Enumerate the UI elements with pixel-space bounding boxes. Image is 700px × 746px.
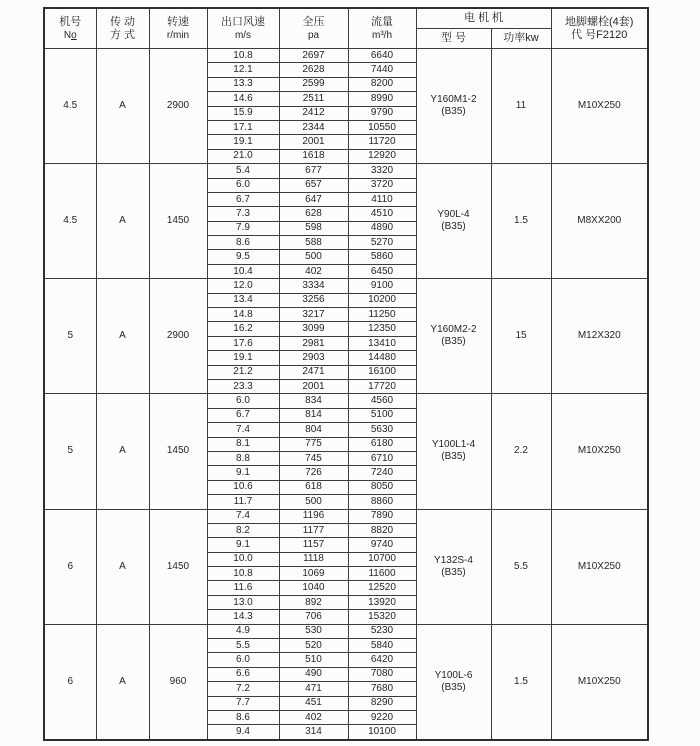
cell-drive-mode: A	[96, 624, 149, 740]
cell-total-pressure: 775	[279, 437, 348, 451]
header-machine-no	[44, 8, 96, 49]
cell-total-pressure: 892	[279, 595, 348, 609]
cell-outlet-velocity: 14.6	[207, 92, 279, 106]
cell-outlet-velocity: 7.4	[207, 423, 279, 437]
header-speed: 转速 r/min	[149, 8, 207, 49]
cell-total-pressure: 3256	[279, 293, 348, 307]
cell-flow-rate: 11600	[348, 567, 416, 581]
cell-speed: 1450	[149, 164, 207, 279]
table-row	[44, 624, 648, 638]
cell-outlet-velocity: 9.4	[207, 725, 279, 740]
cell-outlet-velocity: 6.7	[207, 408, 279, 422]
cell-flow-rate: 10700	[348, 552, 416, 566]
cell-flow-rate: 8990	[348, 92, 416, 106]
cell-flow-rate: 12350	[348, 322, 416, 336]
table-row	[44, 509, 648, 523]
cell-outlet-velocity: 10.8	[207, 567, 279, 581]
cell-flow-rate: 4110	[348, 192, 416, 206]
cell-outlet-velocity: 14.8	[207, 308, 279, 322]
cell-flow-rate: 14480	[348, 351, 416, 365]
cell-total-pressure: 510	[279, 653, 348, 667]
cell-total-pressure: 2001	[279, 379, 348, 393]
cell-outlet-velocity: 14.3	[207, 610, 279, 624]
cell-outlet-velocity: 8.2	[207, 523, 279, 537]
cell-total-pressure: 814	[279, 408, 348, 422]
cell-total-pressure: 314	[279, 725, 348, 740]
header-total-pressure: 全压 pa	[279, 8, 348, 49]
cell-total-pressure: 726	[279, 466, 348, 480]
cell-flow-rate: 4560	[348, 394, 416, 408]
cell-total-pressure: 451	[279, 696, 348, 710]
cell-outlet-velocity: 6.0	[207, 653, 279, 667]
cell-flow-rate: 9220	[348, 710, 416, 724]
cell-flow-rate: 3720	[348, 178, 416, 192]
cell-speed: 1450	[149, 394, 207, 509]
cell-flow-rate: 7440	[348, 63, 416, 77]
cell-total-pressure: 2511	[279, 92, 348, 106]
cell-motor-model: Y160M2-2 (B35)	[416, 279, 491, 394]
cell-total-pressure: 402	[279, 710, 348, 724]
cell-outlet-velocity: 7.3	[207, 207, 279, 221]
cell-anchor-bolt: M12X320	[551, 279, 648, 394]
spec-table	[43, 7, 649, 741]
cell-drive-mode: A	[96, 49, 149, 164]
cell-outlet-velocity: 17.1	[207, 120, 279, 134]
cell-flow-rate: 12520	[348, 581, 416, 595]
cell-flow-rate: 6640	[348, 49, 416, 63]
cell-motor-model: Y90L-4 (B35)	[416, 164, 491, 279]
cell-outlet-velocity: 7.7	[207, 696, 279, 710]
cell-total-pressure: 2001	[279, 135, 348, 149]
cell-outlet-velocity: 13.3	[207, 77, 279, 91]
cell-outlet-velocity: 17.6	[207, 336, 279, 350]
cell-outlet-velocity: 7.2	[207, 682, 279, 696]
cell-flow-rate: 6420	[348, 653, 416, 667]
cell-flow-rate: 9100	[348, 279, 416, 293]
cell-flow-rate: 9740	[348, 538, 416, 552]
cell-flow-rate: 11720	[348, 135, 416, 149]
cell-outlet-velocity: 9.5	[207, 250, 279, 264]
cell-outlet-velocity: 16.2	[207, 322, 279, 336]
cell-outlet-velocity: 7.4	[207, 509, 279, 523]
cell-motor-power: 5.5	[491, 509, 551, 624]
cell-motor-model: Y100L-6 (B35)	[416, 624, 491, 740]
cell-total-pressure: 706	[279, 610, 348, 624]
cell-flow-rate: 7890	[348, 509, 416, 523]
cell-outlet-velocity: 21.0	[207, 149, 279, 163]
fan-spec-table-wrapper	[43, 7, 649, 741]
cell-motor-power: 1.5	[491, 624, 551, 740]
spec-table-header	[44, 8, 648, 49]
cell-flow-rate: 4510	[348, 207, 416, 221]
cell-outlet-velocity: 10.4	[207, 264, 279, 278]
spec-table-body	[44, 49, 648, 740]
cell-flow-rate: 7240	[348, 466, 416, 480]
cell-flow-rate: 8200	[348, 77, 416, 91]
cell-flow-rate: 11250	[348, 308, 416, 322]
cell-outlet-velocity: 10.0	[207, 552, 279, 566]
cell-total-pressure: 2697	[279, 49, 348, 63]
header-machine-no-unit: No	[63, 29, 77, 41]
cell-drive-mode: A	[96, 394, 149, 509]
cell-motor-power: 11	[491, 49, 551, 164]
cell-flow-rate: 10550	[348, 120, 416, 134]
cell-motor-power: 1.5	[491, 164, 551, 279]
cell-outlet-velocity: 8.1	[207, 437, 279, 451]
cell-total-pressure: 500	[279, 250, 348, 264]
cell-flow-rate: 6450	[348, 264, 416, 278]
cell-anchor-bolt: M10X250	[551, 624, 648, 740]
cell-total-pressure: 530	[279, 624, 348, 638]
cell-outlet-velocity: 23.3	[207, 379, 279, 393]
cell-machine-no: 5	[44, 279, 96, 394]
cell-flow-rate: 5860	[348, 250, 416, 264]
header-outlet-velocity: 出口风速 m/s	[207, 8, 279, 49]
cell-outlet-velocity: 8.6	[207, 710, 279, 724]
cell-total-pressure: 2344	[279, 120, 348, 134]
cell-drive-mode: A	[96, 164, 149, 279]
cell-outlet-velocity: 11.7	[207, 495, 279, 509]
table-row	[44, 279, 648, 293]
cell-speed: 2900	[149, 279, 207, 394]
cell-total-pressure: 677	[279, 164, 348, 178]
cell-flow-rate: 5270	[348, 236, 416, 250]
header-flow-rate: 流量 m³/h	[348, 8, 416, 49]
cell-flow-rate: 5230	[348, 624, 416, 638]
cell-flow-rate: 7680	[348, 682, 416, 696]
cell-total-pressure: 471	[279, 682, 348, 696]
cell-outlet-velocity: 13.4	[207, 293, 279, 307]
cell-total-pressure: 3217	[279, 308, 348, 322]
cell-total-pressure: 2471	[279, 365, 348, 379]
header-motor-group: 电 机 机	[416, 8, 551, 29]
header-machine-no-label: 机号	[59, 15, 82, 28]
header-drive-mode: 传 动 方 式	[96, 8, 149, 49]
cell-motor-power: 15	[491, 279, 551, 394]
cell-flow-rate: 15320	[348, 610, 416, 624]
cell-flow-rate: 16100	[348, 365, 416, 379]
cell-flow-rate: 17720	[348, 379, 416, 393]
cell-total-pressure: 402	[279, 264, 348, 278]
cell-total-pressure: 1177	[279, 523, 348, 537]
cell-flow-rate: 8820	[348, 523, 416, 537]
cell-total-pressure: 1069	[279, 567, 348, 581]
cell-total-pressure: 598	[279, 221, 348, 235]
cell-outlet-velocity: 10.6	[207, 480, 279, 494]
cell-total-pressure: 647	[279, 192, 348, 206]
cell-total-pressure: 618	[279, 480, 348, 494]
cell-total-pressure: 2903	[279, 351, 348, 365]
cell-machine-no: 4.5	[44, 164, 96, 279]
cell-total-pressure: 3099	[279, 322, 348, 336]
header-row-1	[44, 8, 648, 29]
cell-outlet-velocity: 15.9	[207, 106, 279, 120]
cell-total-pressure: 1157	[279, 538, 348, 552]
cell-outlet-velocity: 11.6	[207, 581, 279, 595]
cell-total-pressure: 2412	[279, 106, 348, 120]
cell-flow-rate: 5100	[348, 408, 416, 422]
cell-flow-rate: 12920	[348, 149, 416, 163]
cell-outlet-velocity: 6.7	[207, 192, 279, 206]
cell-machine-no: 6	[44, 509, 96, 624]
cell-flow-rate: 4890	[348, 221, 416, 235]
cell-drive-mode: A	[96, 279, 149, 394]
cell-total-pressure: 490	[279, 667, 348, 681]
cell-outlet-velocity: 13.0	[207, 595, 279, 609]
header-motor-power: 功率kw	[491, 29, 551, 49]
cell-total-pressure: 500	[279, 495, 348, 509]
cell-speed: 960	[149, 624, 207, 740]
cell-total-pressure: 745	[279, 451, 348, 465]
cell-total-pressure: 1118	[279, 552, 348, 566]
cell-outlet-velocity: 4.9	[207, 624, 279, 638]
cell-flow-rate: 6710	[348, 451, 416, 465]
cell-total-pressure: 834	[279, 394, 348, 408]
cell-motor-model: Y160M1-2 (B35)	[416, 49, 491, 164]
cell-total-pressure: 657	[279, 178, 348, 192]
cell-flow-rate: 6180	[348, 437, 416, 451]
header-anchor-bolt: 地脚螺栓(4套) 代 号F2120	[551, 8, 648, 49]
cell-total-pressure: 3334	[279, 279, 348, 293]
cell-flow-rate: 7080	[348, 667, 416, 681]
cell-total-pressure: 1040	[279, 581, 348, 595]
cell-outlet-velocity: 12.0	[207, 279, 279, 293]
cell-total-pressure: 2981	[279, 336, 348, 350]
cell-total-pressure: 628	[279, 207, 348, 221]
cell-outlet-velocity: 9.1	[207, 466, 279, 480]
table-row	[44, 164, 648, 178]
cell-flow-rate: 3320	[348, 164, 416, 178]
cell-total-pressure: 804	[279, 423, 348, 437]
cell-total-pressure: 588	[279, 236, 348, 250]
cell-flow-rate: 8860	[348, 495, 416, 509]
cell-anchor-bolt: M10X250	[551, 394, 648, 509]
table-row	[44, 49, 648, 63]
cell-outlet-velocity: 5.5	[207, 639, 279, 653]
cell-anchor-bolt: M10X250	[551, 509, 648, 624]
cell-total-pressure: 2599	[279, 77, 348, 91]
cell-motor-model: Y132S-4 (B35)	[416, 509, 491, 624]
cell-total-pressure: 2628	[279, 63, 348, 77]
cell-flow-rate: 13920	[348, 595, 416, 609]
cell-outlet-velocity: 6.0	[207, 394, 279, 408]
cell-outlet-velocity: 8.8	[207, 451, 279, 465]
cell-outlet-velocity: 10.8	[207, 49, 279, 63]
cell-outlet-velocity: 8.6	[207, 236, 279, 250]
cell-total-pressure: 520	[279, 639, 348, 653]
cell-flow-rate: 5630	[348, 423, 416, 437]
cell-flow-rate: 8050	[348, 480, 416, 494]
cell-outlet-velocity: 5.4	[207, 164, 279, 178]
cell-outlet-velocity: 7.9	[207, 221, 279, 235]
cell-speed: 1450	[149, 509, 207, 624]
cell-outlet-velocity: 9.1	[207, 538, 279, 552]
cell-outlet-velocity: 6.6	[207, 667, 279, 681]
cell-anchor-bolt: M10X250	[551, 49, 648, 164]
cell-flow-rate: 9790	[348, 106, 416, 120]
cell-outlet-velocity: 12.1	[207, 63, 279, 77]
cell-total-pressure: 1618	[279, 149, 348, 163]
cell-machine-no: 4.5	[44, 49, 96, 164]
cell-flow-rate: 8290	[348, 696, 416, 710]
cell-outlet-velocity: 21.2	[207, 365, 279, 379]
cell-outlet-velocity: 19.1	[207, 135, 279, 149]
cell-total-pressure: 1196	[279, 509, 348, 523]
cell-anchor-bolt: M8XX200	[551, 164, 648, 279]
cell-motor-power: 2.2	[491, 394, 551, 509]
cell-drive-mode: A	[96, 509, 149, 624]
cell-flow-rate: 13410	[348, 336, 416, 350]
table-row	[44, 394, 648, 408]
cell-motor-model: Y100L1-4 (B35)	[416, 394, 491, 509]
cell-flow-rate: 5840	[348, 639, 416, 653]
cell-speed: 2900	[149, 49, 207, 164]
cell-outlet-velocity: 6.0	[207, 178, 279, 192]
header-motor-model: 型 号	[416, 29, 491, 49]
cell-flow-rate: 10100	[348, 725, 416, 740]
cell-outlet-velocity: 19.1	[207, 351, 279, 365]
cell-machine-no: 5	[44, 394, 96, 509]
cell-flow-rate: 10200	[348, 293, 416, 307]
cell-machine-no: 6	[44, 624, 96, 740]
